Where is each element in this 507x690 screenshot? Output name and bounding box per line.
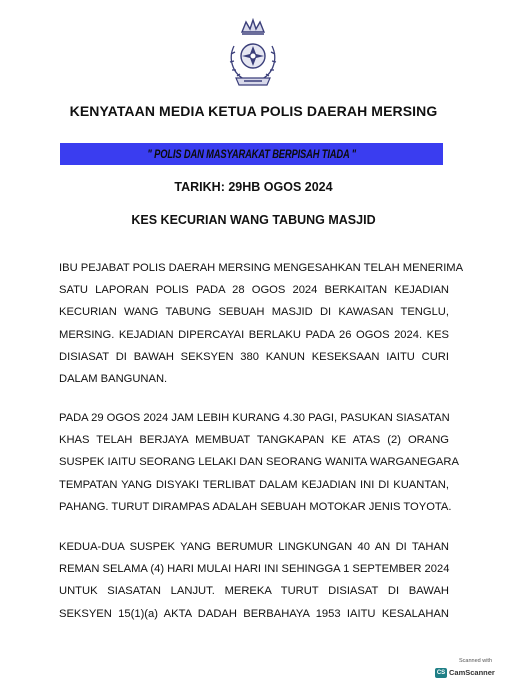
police-crest-icon	[222, 18, 284, 88]
paragraph-3	[59, 536, 449, 625]
watermark-caption: Scanned with	[459, 658, 493, 664]
paragraph-line: KEDUA-DUA SUSPEK YANG BERUMUR LINGKUNGAN 40 AN DI TAHAN	[59, 541, 449, 553]
paragraph-line: UNTUK SIASATAN LANJUT. MEREKA TURUT DISIASAT DI BAWAH	[59, 585, 449, 598]
paragraph-line: REMAN SELAMA (4) HARI MULAI HARI INI SEHINGGA 1 SEPTEMBER 2024	[59, 563, 450, 576]
paragraph-line: PADA 29 OGOS 2024 JAM LEBIH KURANG 4.30 PAGI, PASUKAN SIASATAN	[59, 412, 450, 424]
paragraph-1	[59, 257, 464, 390]
camscanner-watermark	[429, 658, 499, 682]
case-subject: KES KECURIAN WANG TABUNG MASJID	[131, 213, 376, 227]
motto-banner	[60, 143, 443, 165]
paragraph-line: SUSPEK IAITU SEORANG LELAKI DAN SEORANG WANITA WARGANEGARA	[59, 456, 459, 469]
paragraph-line: IBU PEJABAT POLIS DAERAH MERSING MENGESAHKAN TELAH MENERIMA	[59, 262, 464, 274]
paragraph-line: DALAM BANGUNAN.	[59, 373, 168, 386]
date-line: TARIKH: 29HB OGOS 2024	[174, 180, 333, 194]
paragraph-line: KHAS TELAH BERJAYA MEMBUAT TANGKAPAN KE ATAS (2) ORANG	[59, 434, 449, 447]
paragraph-line: DISIASAT DI BAWAH SEKSYEN 380 KANUN KESEKSAAN IAITU CURI	[59, 350, 449, 363]
camscanner-icon: CS	[436, 670, 446, 676]
paragraph-line: PAHANG. TURUT DIRAMPAS ADALAH SEBUAH MOTOKAR JENIS TOYOTA.	[59, 500, 452, 513]
paragraph-line: SATU LAPORAN POLIS PADA 28 OGOS 2024 BERKAITAN KEJADIAN	[59, 284, 449, 297]
motto-text: " POLIS DAN MASYARAKAT BERPISAH TIADA "	[147, 147, 356, 161]
page-title: KENYATAAN MEDIA KETUA POLIS DAERAH MERSING	[69, 103, 438, 119]
paragraph-line: MERSING. KEJADIAN DIPERCAYAI BERLAKU PADA 26 OGOS 2024. KES	[59, 328, 449, 341]
paragraph-line: SEKSYEN 15(1)(a) AKTA DADAH BERBAHAYA 1953 IAITU KESALAHAN	[59, 607, 449, 620]
paragraph-2	[59, 407, 459, 518]
paragraph-line: KECURIAN WANG TABUNG SEBUAH MASJID DI KAWASAN TENGLU,	[59, 306, 449, 319]
watermark-brand: CamScanner	[449, 668, 495, 677]
paragraph-line: TEMPATAN YANG DISYAKI TERLIBAT DALAM KEJADIAN INI DI KUANTAN,	[59, 478, 449, 491]
